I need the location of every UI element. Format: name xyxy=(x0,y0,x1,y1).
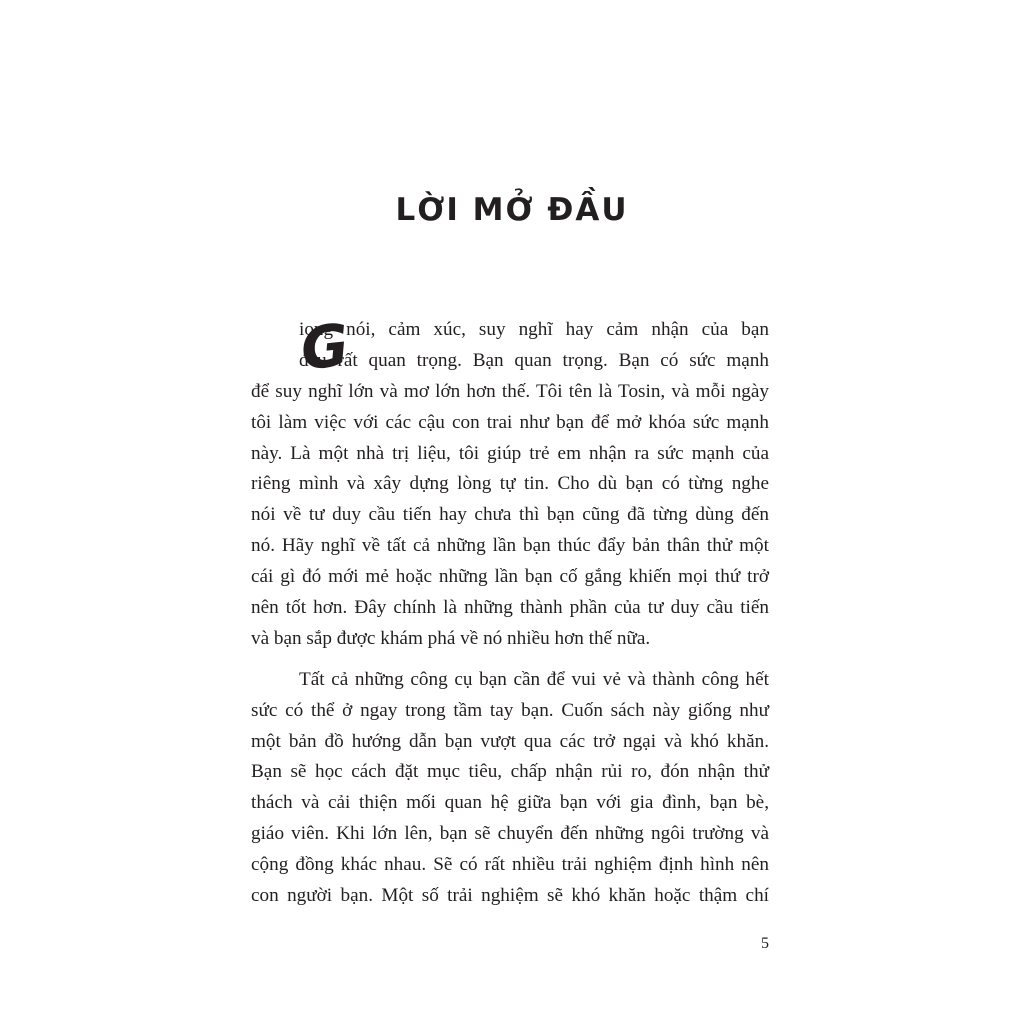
page-number: 5 xyxy=(761,935,769,952)
text-line: Bạn sẽ học cách đặt mục tiêu, chấp nhận rủi ro, đón nhận thử xyxy=(251,761,769,783)
text-line: giáo viên. Khi lớn lên, bạn sẽ chuyển đến những ngôi trường và xyxy=(251,823,769,845)
text-line: thách và cải thiện mối quan hệ giữa bạn với gia đình, bạn bè, xyxy=(251,792,769,814)
text-line: nói về tư duy cầu tiến hay chưa thì bạn cũng đã từng dùng đến xyxy=(251,504,769,526)
text-line: tôi làm việc với các cậu con trai như bạn để mở khóa sức mạnh xyxy=(251,411,769,433)
body-text xyxy=(251,310,769,912)
text-line: Tất cả những công cụ bạn cần để vui vẻ và thành công hết xyxy=(299,668,769,690)
text-line: một bản đồ hướng dẫn bạn vượt qua các trở ngại và khó khăn. xyxy=(251,730,769,752)
text-line: cái gì đó mới mẻ hoặc những lần bạn cố gắng khiến mọi thứ trở xyxy=(251,566,769,588)
paragraph-2 xyxy=(251,665,769,912)
text-line: sức có thể ở ngay trong tầm tay bạn. Cuốn sách này giống như xyxy=(251,699,769,721)
text-line: này. Là một nhà trị liệu, tôi giúp trẻ em nhận ra sức mạnh của xyxy=(251,442,769,464)
text-line: con người bạn. Một số trải nghiệm sẽ khó khăn hoặc thậm chí xyxy=(251,885,769,907)
drop-cap: G xyxy=(297,310,353,384)
text-line: nên tốt hơn. Đây chính là những thành phần của tư duy cầu tiến xyxy=(251,597,769,619)
text-line: nó. Hãy nghĩ về tất cả những lần bạn thúc đẩy bản thân thử một xyxy=(251,535,769,557)
text-line: để suy nghĩ lớn và mơ lớn hơn thế. Tôi tên là Tosin, và mỗi ngày xyxy=(251,380,769,402)
text-line: riêng mình và xây dựng lòng tự tin. Cho dù bạn có từng nghe xyxy=(251,473,769,495)
text-line: cộng đồng khác nhau. Sẽ có rất nhiều trải nghiệm định hình nên xyxy=(251,854,769,876)
page-title: LỜI MỞ ĐẦU xyxy=(395,192,629,228)
text-line: đều rất quan trọng. Bạn quan trọng. Bạn có sức mạnh xyxy=(299,349,769,371)
text-line: iọng nói, cảm xúc, suy nghĩ hay cảm nhận của bạn xyxy=(299,319,769,340)
text-line: và bạn sắp được khám phá về nó nhiều hơn thế nữa. xyxy=(251,627,651,649)
